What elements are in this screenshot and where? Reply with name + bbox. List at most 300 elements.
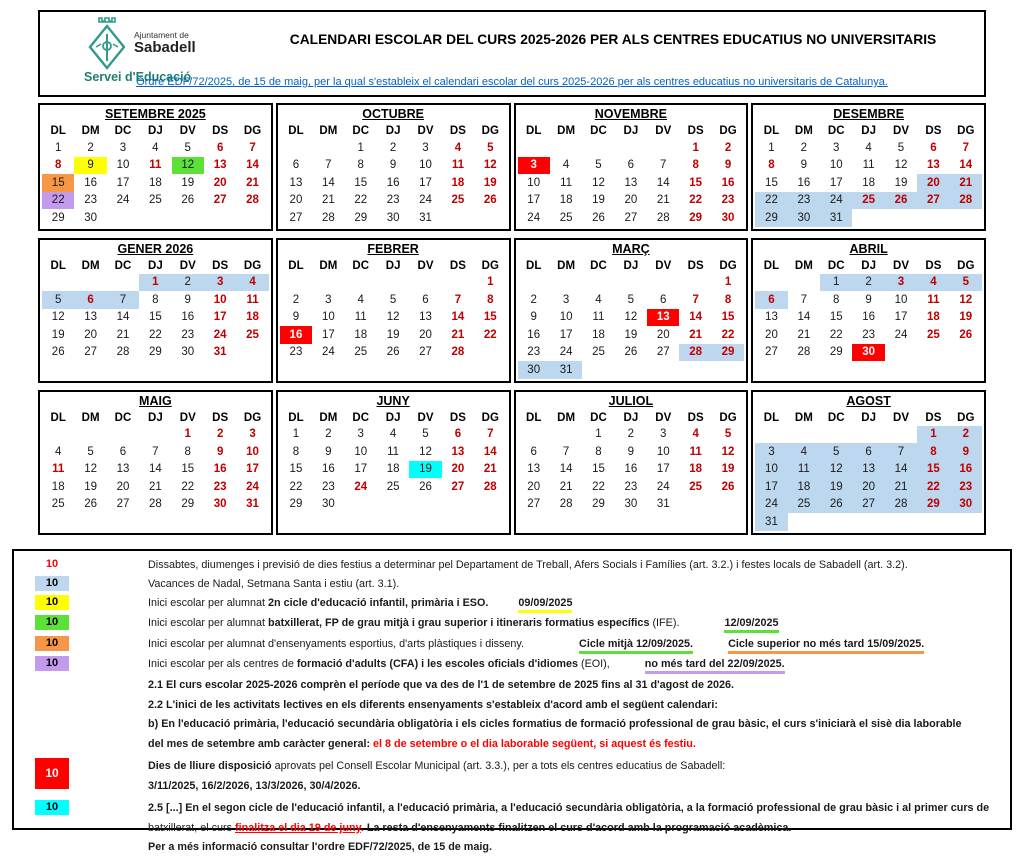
weekday-header: DS bbox=[925, 125, 942, 137]
weekday-header: DL bbox=[50, 411, 66, 424]
week-row bbox=[42, 139, 269, 157]
legend-rows bbox=[14, 557, 1010, 856]
day-cell: 6 bbox=[119, 445, 127, 458]
week-row bbox=[280, 461, 507, 479]
day-cell bbox=[917, 209, 949, 227]
week-row bbox=[755, 274, 982, 292]
day-cell: 31 bbox=[246, 498, 259, 511]
weekday-header: DM bbox=[557, 259, 576, 272]
day-cell: 6 bbox=[422, 293, 429, 306]
day-cell: 28 bbox=[885, 496, 917, 514]
day-cell bbox=[550, 274, 582, 292]
weekday-header: DM bbox=[319, 411, 338, 424]
weekday-header: DS bbox=[449, 411, 466, 424]
day-cell: 7 bbox=[962, 141, 969, 154]
weekday-header: DV bbox=[655, 411, 672, 424]
weekday-header: DM bbox=[557, 411, 576, 424]
day-cell: 30 bbox=[624, 498, 638, 511]
weekday-header: DS bbox=[449, 259, 466, 272]
day-cell: 4 bbox=[152, 141, 159, 154]
legend-line bbox=[148, 758, 725, 775]
day-cell: 1 bbox=[820, 274, 852, 292]
month-grid bbox=[280, 410, 507, 514]
week-row bbox=[518, 174, 745, 192]
month-title: ABRIL bbox=[849, 241, 888, 256]
day-cell bbox=[236, 344, 268, 362]
day-cell: 30 bbox=[852, 344, 884, 362]
day-cell: 23 bbox=[624, 480, 638, 493]
day-cell: 16 bbox=[213, 463, 227, 476]
day-cell bbox=[409, 274, 441, 292]
week-row bbox=[518, 443, 745, 461]
day-cell: 2 bbox=[530, 293, 537, 306]
day-cell: 5 bbox=[184, 141, 191, 154]
weekday-header: DS bbox=[449, 125, 466, 137]
day-cell: 4 bbox=[865, 141, 872, 154]
day-cell: 8 bbox=[357, 159, 364, 172]
legend-text bbox=[148, 656, 785, 674]
legend-row-9 bbox=[14, 716, 1010, 752]
weekday-header: DV bbox=[179, 125, 196, 137]
day-cell: 6 bbox=[530, 445, 537, 458]
logo-dept-label: Servei d'Educació bbox=[84, 70, 192, 84]
week-row bbox=[518, 344, 745, 362]
day-cell: 9 bbox=[800, 159, 808, 172]
day-cell: 16 bbox=[321, 463, 335, 476]
day-cell bbox=[312, 274, 344, 292]
legend-swatch-spacer bbox=[35, 697, 69, 712]
day-cell: 27 bbox=[419, 346, 432, 359]
day-cell: 11 bbox=[788, 461, 820, 479]
day-cell: 22 bbox=[917, 478, 949, 496]
day-cell: 8 bbox=[724, 293, 732, 306]
weekday-header: DC bbox=[827, 259, 845, 272]
day-cell bbox=[647, 139, 679, 157]
day-cell: 10 bbox=[116, 159, 130, 172]
day-cell bbox=[950, 344, 982, 362]
day-cell: 21 bbox=[885, 478, 917, 496]
day-cell: 15 bbox=[483, 311, 497, 324]
day-cell: 30 bbox=[950, 496, 982, 514]
day-cell: 28 bbox=[559, 498, 573, 511]
day-cell bbox=[345, 274, 377, 292]
day-cell: 13 bbox=[289, 176, 303, 189]
day-cell: 24 bbox=[527, 211, 541, 224]
weekday-header: DG bbox=[719, 259, 737, 272]
legend-text-segment: Inici escolar per alumnat bbox=[148, 597, 269, 609]
month-title: NOVEMBRE bbox=[594, 107, 667, 121]
day-cell: 8 bbox=[917, 443, 949, 461]
day-cell: 2 bbox=[852, 274, 884, 292]
day-cell: 17 bbox=[829, 176, 843, 189]
day-cell: 21 bbox=[656, 194, 670, 207]
legend-row-7 bbox=[14, 677, 1010, 694]
legend-swatch-cyan: 10 bbox=[35, 800, 69, 815]
day-cell: 19 bbox=[84, 480, 97, 493]
day-cell: 8 bbox=[833, 293, 840, 306]
day-cell: 22 bbox=[483, 328, 497, 341]
week-row bbox=[280, 209, 507, 227]
day-cell: 17 bbox=[559, 328, 573, 341]
day-cell: 30 bbox=[213, 498, 227, 511]
day-cell bbox=[474, 209, 506, 227]
day-cell: 22 bbox=[42, 192, 74, 210]
day-cell: 4 bbox=[917, 274, 949, 292]
weekday-header: DJ bbox=[861, 259, 876, 272]
day-cell: 12 bbox=[483, 159, 497, 172]
week-row bbox=[518, 291, 745, 309]
legend-row-11 bbox=[14, 800, 1010, 856]
day-cell: 2 bbox=[216, 428, 224, 441]
day-cell: 10 bbox=[321, 311, 335, 324]
weekday-header-row bbox=[518, 410, 745, 426]
day-cell: 16 bbox=[624, 463, 638, 476]
header-box bbox=[38, 10, 986, 97]
day-cell bbox=[409, 496, 441, 514]
week-row bbox=[518, 157, 745, 175]
day-cell: 2 bbox=[800, 141, 808, 154]
day-cell: 25 bbox=[689, 480, 703, 493]
day-cell: 7 bbox=[325, 159, 332, 172]
day-cell: 2 bbox=[325, 428, 332, 441]
legend-text-segment: Cicle superior no més tard 15/09/2025. bbox=[728, 638, 924, 654]
week-row bbox=[42, 461, 269, 479]
day-cell: 11 bbox=[560, 176, 573, 189]
day-cell bbox=[647, 361, 679, 379]
legend-text bbox=[148, 697, 718, 714]
day-cell: 5 bbox=[595, 159, 602, 172]
weekday-header: DS bbox=[212, 411, 229, 424]
legend-text-segment: Cicle mitjà 12/09/2025. bbox=[579, 638, 693, 654]
weekday-header: DC bbox=[590, 259, 607, 272]
day-cell: 18 bbox=[862, 176, 876, 189]
month-grid bbox=[42, 123, 269, 227]
legend-swatch-purple: 10 bbox=[35, 656, 69, 671]
week-row bbox=[755, 192, 982, 210]
weekday-header: DJ bbox=[861, 125, 876, 137]
day-cell: 17 bbox=[321, 328, 335, 341]
day-cell: 30 bbox=[788, 209, 820, 227]
day-cell: 17 bbox=[213, 311, 227, 324]
day-cell: 9 bbox=[530, 311, 537, 324]
weekday-header-row bbox=[42, 258, 269, 274]
day-cell: 7 bbox=[107, 291, 139, 309]
day-cell: 15 bbox=[148, 311, 162, 324]
day-cell bbox=[42, 426, 74, 444]
day-cell: 4 bbox=[54, 445, 62, 458]
day-cell: 5 bbox=[897, 141, 905, 154]
day-cell: 20 bbox=[451, 463, 465, 476]
day-cell: 27 bbox=[917, 192, 949, 210]
day-cell bbox=[950, 513, 982, 531]
legend-row-4 bbox=[14, 615, 1010, 633]
legend-row-1 bbox=[14, 557, 1010, 574]
day-cell: 5 bbox=[42, 291, 74, 309]
day-cell: 20 bbox=[624, 194, 638, 207]
day-cell: 1 bbox=[54, 141, 62, 154]
weekday-header: DG bbox=[719, 411, 737, 424]
day-cell bbox=[518, 426, 550, 444]
month-abril bbox=[751, 238, 986, 383]
day-cell: 29 bbox=[829, 346, 843, 359]
day-cell: 21 bbox=[689, 328, 703, 341]
weekday-header: DM bbox=[794, 125, 813, 137]
day-cell: 12 bbox=[624, 311, 638, 324]
day-cell: 25 bbox=[451, 194, 465, 207]
weekday-header-row bbox=[280, 258, 507, 274]
day-cell: 7 bbox=[152, 445, 159, 458]
day-cell bbox=[312, 139, 344, 157]
day-cell: 6 bbox=[627, 159, 635, 172]
day-cell: 3 bbox=[660, 428, 667, 441]
day-cell bbox=[107, 274, 139, 292]
day-cell: 9 bbox=[389, 159, 397, 172]
weekday-header: DM bbox=[81, 411, 100, 424]
week-row bbox=[42, 192, 269, 210]
day-cell: 8 bbox=[292, 445, 300, 458]
day-cell: 17 bbox=[116, 176, 130, 189]
weekday-header: DS bbox=[925, 259, 942, 272]
day-cell: 28 bbox=[656, 211, 670, 224]
legend-line bbox=[148, 557, 908, 574]
day-cell: 8 bbox=[184, 445, 191, 458]
day-cell: 2 bbox=[627, 428, 635, 441]
day-cell: 29 bbox=[689, 211, 703, 224]
week-row bbox=[280, 309, 507, 327]
day-cell bbox=[139, 209, 171, 227]
weekday-header: DG bbox=[243, 411, 262, 424]
day-cell: 20 bbox=[765, 328, 778, 341]
logo-org-line1: Ajuntament de bbox=[134, 29, 189, 40]
day-cell: 16 bbox=[386, 176, 400, 189]
legend-text bbox=[148, 716, 962, 752]
day-cell: 26 bbox=[84, 498, 97, 511]
weekday-header: DV bbox=[893, 259, 909, 272]
day-cell: 7 bbox=[800, 293, 808, 306]
day-cell: 14 bbox=[885, 461, 917, 479]
week-row bbox=[518, 461, 745, 479]
day-cell: 29 bbox=[712, 344, 744, 362]
week-row bbox=[280, 192, 507, 210]
legend-text-segment: b) En l'educació primària, l'educació secundària obligatòria i els cicles formatius de formació professional de grau bàsic, el curs s'iniciarà el sisè dia laborable bbox=[148, 718, 962, 731]
day-cell bbox=[582, 274, 614, 292]
day-cell: 12 bbox=[592, 176, 605, 189]
day-cell: 29 bbox=[354, 211, 368, 224]
day-cell: 23 bbox=[788, 192, 820, 210]
logo-text bbox=[134, 31, 196, 56]
day-cell: 7 bbox=[660, 159, 667, 172]
day-cell: 22 bbox=[354, 194, 368, 207]
day-cell: 17 bbox=[419, 176, 432, 189]
day-cell bbox=[74, 426, 106, 444]
week-row bbox=[518, 309, 745, 327]
day-cell: 2 bbox=[724, 141, 732, 154]
legend-text-segment: 3/11/2025, 16/2/2026, 13/3/2026, 30/4/2026. bbox=[148, 779, 361, 792]
week-row bbox=[42, 209, 269, 227]
week-row bbox=[42, 309, 269, 327]
day-cell: 25 bbox=[788, 496, 820, 514]
day-cell: 18 bbox=[927, 311, 940, 324]
week-row bbox=[518, 139, 745, 157]
day-cell: 16 bbox=[527, 328, 541, 341]
day-cell: 27 bbox=[213, 194, 227, 207]
day-cell: 21 bbox=[797, 328, 811, 341]
day-cell: 1 bbox=[139, 274, 171, 292]
day-cell: 11 bbox=[52, 463, 65, 476]
day-cell bbox=[172, 209, 204, 227]
day-cell: 22 bbox=[592, 480, 605, 493]
week-row bbox=[518, 361, 745, 379]
day-cell: 27 bbox=[852, 496, 884, 514]
weekday-header: DL bbox=[288, 259, 304, 272]
day-cell: 10 bbox=[527, 176, 541, 189]
week-row bbox=[518, 426, 745, 444]
legend-text-segment: 2.1 El curs escolar 2025-2026 comprèn el període que va des de l'1 de setembre de 2025 fins al 31 d'agost de 2026. bbox=[148, 679, 735, 692]
month-grid bbox=[518, 258, 745, 379]
day-cell: 8 bbox=[692, 159, 699, 172]
legend-text-segment: del mes de setembre amb caràcter general: bbox=[148, 737, 374, 750]
day-cell: 27 bbox=[451, 480, 465, 493]
day-cell: 17 bbox=[894, 311, 908, 324]
legend-swatch-redbox: 10 bbox=[35, 758, 69, 789]
day-cell bbox=[442, 496, 474, 514]
day-cell: 31 bbox=[656, 498, 670, 511]
day-cell: 10 bbox=[559, 311, 573, 324]
legend-line bbox=[148, 697, 718, 714]
day-cell bbox=[139, 426, 171, 444]
day-cell: 31 bbox=[550, 361, 582, 379]
day-cell bbox=[712, 496, 744, 514]
weekday-header: DJ bbox=[623, 125, 639, 137]
weekday-header: DL bbox=[763, 411, 780, 424]
day-cell: 3 bbox=[518, 157, 550, 175]
day-cell: 24 bbox=[419, 194, 432, 207]
day-cell: 3 bbox=[357, 428, 364, 441]
day-cell: 22 bbox=[721, 328, 735, 341]
day-cell: 25 bbox=[852, 192, 884, 210]
month-title: SETEMBRE 2025 bbox=[105, 107, 206, 121]
legend-row-6 bbox=[14, 656, 1010, 674]
day-cell: 20 bbox=[852, 478, 884, 496]
day-cell: 12 bbox=[84, 463, 97, 476]
weekday-header: DC bbox=[590, 411, 607, 424]
day-cell bbox=[615, 274, 647, 292]
day-cell: 26 bbox=[820, 496, 852, 514]
day-cell bbox=[852, 209, 884, 227]
day-cell: 29 bbox=[917, 496, 949, 514]
day-cell: 24 bbox=[820, 192, 852, 210]
month-febrer bbox=[276, 238, 511, 383]
day-cell: 15 bbox=[42, 174, 74, 192]
day-cell bbox=[615, 139, 647, 157]
day-cell bbox=[550, 139, 582, 157]
legend-text-segment: no més tard del 22/09/2025. bbox=[645, 658, 785, 674]
day-cell: 20 bbox=[116, 480, 130, 493]
day-cell bbox=[280, 274, 312, 292]
month-setembre-2025 bbox=[38, 103, 273, 231]
day-cell: 5 bbox=[950, 274, 982, 292]
day-cell: 11 bbox=[927, 293, 940, 306]
day-cell: 8 bbox=[768, 159, 775, 172]
legend-text-segment: 2.5 [...] En el segon cicle de l'educació infantil, a l'educació primària, a l'educació secundària obligatòria, a la formació professional de grau bàsic i al primer curs de bbox=[148, 802, 990, 815]
week-row bbox=[280, 426, 507, 444]
day-cell: 13 bbox=[765, 311, 778, 324]
weekday-header: DG bbox=[243, 125, 262, 137]
ordre-link[interactable]: Ordre EDF/72/2025, de 15 de maig, per la qual s'estableix el calendari escolar del curs 2025-2026 per als centres educatius no universitaris de Catalunya. bbox=[136, 76, 888, 88]
day-cell: 6 bbox=[852, 443, 884, 461]
day-cell bbox=[917, 344, 949, 362]
day-cell: 18 bbox=[148, 176, 162, 189]
day-cell: 16 bbox=[280, 326, 312, 344]
day-cell: 29 bbox=[181, 498, 195, 511]
day-cell: 10 bbox=[829, 159, 843, 172]
weekday-header-row bbox=[42, 410, 269, 426]
day-cell: 21 bbox=[483, 463, 497, 476]
day-cell: 23 bbox=[862, 328, 876, 341]
weekday-header: DV bbox=[417, 125, 434, 137]
month-juliol bbox=[514, 390, 749, 535]
day-cell: 25 bbox=[927, 328, 940, 341]
day-cell: 30 bbox=[518, 361, 550, 379]
legend-text bbox=[148, 800, 989, 856]
day-cell: 9 bbox=[74, 157, 106, 175]
day-cell: 26 bbox=[483, 194, 497, 207]
day-cell: 9 bbox=[184, 293, 191, 306]
day-cell: 14 bbox=[483, 445, 497, 458]
week-row bbox=[42, 344, 269, 362]
weekday-header: DS bbox=[925, 411, 942, 424]
legend-line bbox=[148, 677, 734, 694]
day-cell: 12 bbox=[959, 293, 973, 306]
day-cell: 8 bbox=[595, 445, 602, 458]
day-cell: 24 bbox=[246, 480, 259, 493]
day-cell: 6 bbox=[755, 291, 787, 309]
day-cell: 11 bbox=[592, 311, 605, 324]
months-grid bbox=[38, 103, 986, 535]
day-cell: 24 bbox=[354, 480, 368, 493]
day-cell bbox=[107, 426, 139, 444]
day-cell: 16 bbox=[797, 176, 811, 189]
day-cell: 12 bbox=[820, 461, 852, 479]
day-cell: 26 bbox=[419, 480, 432, 493]
day-cell: 28 bbox=[148, 498, 162, 511]
day-cell: 29 bbox=[148, 346, 162, 359]
legend-text-segment: La resta d'ensenyaments finalitzen el curs d'acord amb la programació acadèmica. bbox=[363, 821, 792, 834]
day-cell bbox=[679, 496, 711, 514]
weekday-header: DJ bbox=[623, 259, 639, 272]
ordre-link-wrap bbox=[40, 76, 984, 88]
day-cell: 17 bbox=[656, 463, 670, 476]
day-cell: 15 bbox=[354, 176, 368, 189]
weekday-header: DV bbox=[655, 125, 672, 137]
weekday-header: DM bbox=[81, 125, 100, 137]
day-cell bbox=[755, 426, 787, 444]
legend-swatch-spacer bbox=[35, 716, 69, 731]
day-cell: 27 bbox=[527, 498, 541, 511]
day-cell: 18 bbox=[592, 328, 605, 341]
day-cell: 23 bbox=[527, 346, 541, 359]
day-cell: 23 bbox=[386, 194, 400, 207]
weekday-header: DM bbox=[794, 259, 813, 272]
weekday-header: DG bbox=[243, 259, 262, 272]
day-cell: 13 bbox=[624, 176, 638, 189]
weekday-header: DS bbox=[687, 259, 704, 272]
legend-line bbox=[148, 778, 725, 795]
day-cell: 26 bbox=[181, 194, 195, 207]
month-title: GENER 2026 bbox=[117, 241, 194, 256]
day-cell bbox=[917, 513, 949, 531]
weekday-header: DL bbox=[50, 125, 66, 137]
